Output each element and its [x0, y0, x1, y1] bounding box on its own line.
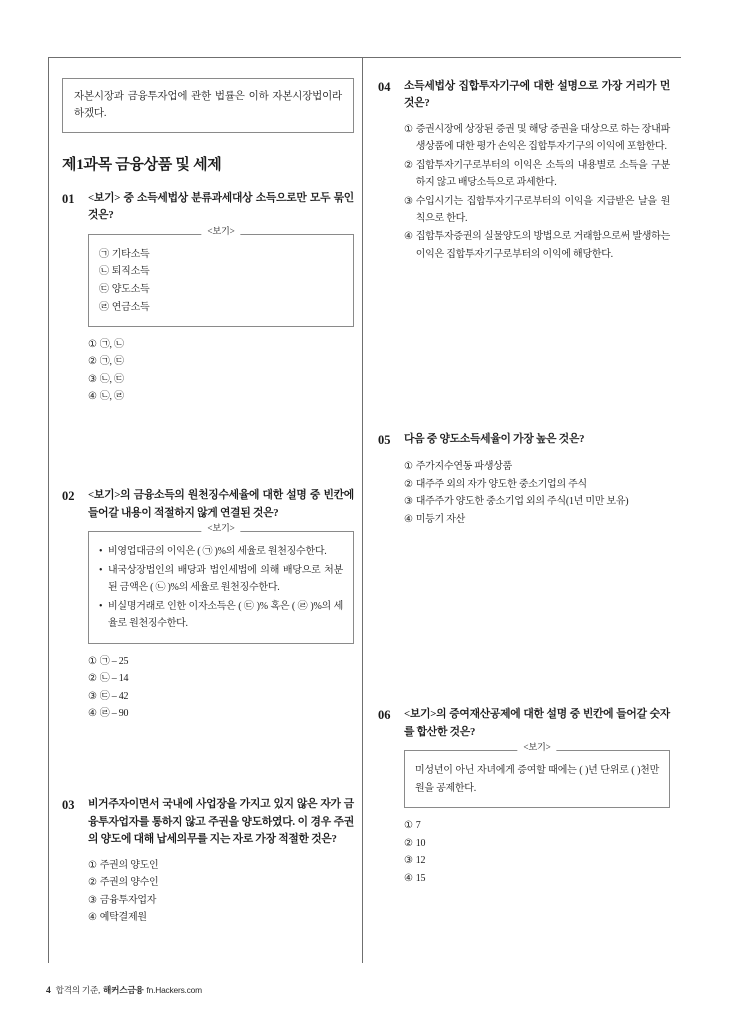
notice-box — [62, 78, 354, 133]
choice-option[interactable] — [404, 228, 670, 263]
choice-option[interactable] — [88, 670, 354, 687]
question-05-choices — [404, 458, 670, 528]
choice-option[interactable] — [88, 892, 354, 909]
question-05 — [378, 431, 670, 528]
choice-number: ① — [88, 655, 97, 667]
choice-text: ㉡, ㉢ — [99, 373, 124, 385]
choice-text: ㉠, ㉡ — [99, 338, 124, 350]
choice-text: 대주주가 양도한 중소기업 외의 주식(1년 미만 보유) — [415, 496, 629, 508]
question-01-choices — [88, 336, 354, 406]
question-03-choices — [88, 857, 354, 927]
bogi-bullet-text: 비영업대금의 이익은 ( ㉠ )%의 세율로 원천징수한다. — [108, 546, 327, 558]
choice-text: 주권의 양도인 — [99, 859, 159, 871]
choice-text: 수입시기는 집합투자기구로부터의 이익을 지급받은 날을 원칙으로 한다. — [415, 195, 670, 224]
choice-option[interactable] — [88, 353, 354, 370]
spacer — [378, 546, 670, 706]
question-06-head — [378, 706, 670, 741]
choice-option[interactable] — [404, 121, 670, 156]
question-06-bogi-box — [404, 750, 670, 808]
choice-number: ③ — [88, 690, 97, 702]
choice-text: 증권시장에 상장된 증권 및 해당 증권을 대상으로 하는 장내파생상품에 대한 평가 손익은 집합투자기구의 이익에 포함한다. — [415, 123, 670, 153]
bogi-label: <보기> — [201, 524, 240, 533]
choice-number: ② — [88, 877, 97, 889]
question-02 — [62, 487, 354, 722]
choice-number: ③ — [88, 373, 97, 385]
right-column — [378, 78, 670, 905]
page-top-rule — [48, 57, 681, 58]
footer-brand: 해커스금융 — [103, 985, 144, 995]
footer-site: fn.Hackers.com — [146, 985, 202, 995]
bogi-bullet — [99, 543, 343, 561]
question-03-stem: 비거주자이면서 국내에 사업장을 가지고 있지 않은 자가 금융투자업자를 통하지 않고 주권을 양도하였다. 이 경우 주권의 양도에 대해 납세의무를 지는 자로 가장 적절한 것은? — [88, 798, 354, 846]
question-06-bogi — [404, 742, 670, 808]
question-01 — [62, 190, 354, 406]
choice-option[interactable] — [404, 493, 670, 510]
choice-text: 집합투자증권의 실물양도의 방법으로 거래함으로써 발생하는 이익은 집합투자기구로부터의 이익에 해당한다. — [415, 231, 670, 260]
choice-number: ③ — [404, 195, 413, 207]
choice-number: ② — [404, 159, 413, 171]
choice-option[interactable] — [404, 852, 670, 869]
notice-text: 자본시장과 금융투자업에 관한 법률은 이하 자본시장법이라 하겠다. — [74, 91, 342, 120]
choice-option[interactable] — [88, 857, 354, 874]
question-02-bogi — [88, 523, 354, 644]
bogi-item-text: 기타소득 — [111, 248, 150, 260]
choice-text: 대주주 외의 자가 양도한 중소기업의 주식 — [415, 478, 587, 490]
choice-option[interactable] — [88, 371, 354, 388]
question-02-number: 02 — [62, 489, 75, 504]
choice-number: ③ — [88, 894, 97, 906]
subject-title: 제1과목 금융상품 및 세제 — [62, 156, 222, 173]
column-divider-rule — [362, 57, 363, 963]
choice-number: ② — [404, 837, 413, 849]
footer-slogan: 합격의 기준, — [55, 985, 101, 995]
choice-number: ④ — [404, 872, 413, 884]
question-02-bogi-box — [88, 531, 354, 644]
choice-text: 예탁결제원 — [99, 912, 147, 923]
question-01-number: 01 — [62, 191, 75, 206]
page-footer — [46, 984, 202, 996]
choice-option[interactable] — [88, 909, 354, 926]
bogi-bullet — [99, 562, 343, 597]
choice-option[interactable] — [404, 835, 670, 852]
question-03 — [62, 796, 354, 926]
question-01-stem: <보기> 중 소득세법상 분류과세대상 소득으로만 모두 묶인 것은? — [88, 191, 354, 222]
question-05-head — [378, 431, 670, 450]
question-02-head — [62, 487, 354, 522]
choice-option[interactable] — [404, 157, 670, 192]
question-01-bogi-box — [88, 234, 354, 327]
bogi-bullet — [99, 598, 343, 633]
choice-text: 금융투자업자 — [99, 894, 157, 906]
bogi-paragraph: 미성년이 아닌 자녀에게 증여할 때에는 ( )년 단위로 ( )천만원을 공제한다. — [415, 765, 659, 795]
choice-number: ④ — [404, 231, 413, 243]
question-04 — [378, 78, 670, 263]
bullet-dot-icon: • — [99, 564, 103, 576]
choice-number: ④ — [404, 513, 413, 525]
bogi-item-marker: ㉣ — [99, 301, 109, 313]
bogi-item — [99, 281, 343, 299]
choice-option[interactable] — [88, 874, 354, 891]
choice-number: ① — [88, 338, 97, 350]
choice-option[interactable] — [404, 458, 670, 475]
choice-option[interactable] — [88, 653, 354, 670]
choice-text: ㉠ – 25 — [99, 655, 129, 667]
question-02-stem: <보기>의 금융소득의 원천징수세율에 대한 설명 중 빈칸에 들어갈 내용이 적절하지 않게 연결된 것은? — [88, 489, 354, 519]
choice-text: ㉡, ㉣ — [99, 390, 124, 402]
choice-option[interactable] — [88, 388, 354, 405]
bogi-item-marker: ㉡ — [99, 266, 109, 278]
choice-text: 7 — [415, 820, 421, 832]
bogi-item-marker: ㉠ — [99, 248, 109, 260]
choice-option[interactable] — [404, 870, 670, 887]
page-left-rule — [48, 57, 49, 963]
spacer — [62, 423, 354, 487]
question-05-number: 05 — [378, 433, 391, 448]
choice-number: ④ — [88, 912, 97, 923]
bogi-bullet-text: 내국상장법인의 배당과 법인세법에 의해 배당으로 처분된 금액은 ( ㉡ )%의 세율로 원천징수한다. — [108, 564, 343, 594]
choice-text: 주가지수연동 파생상품 — [415, 461, 513, 473]
choice-text: ㉡ – 14 — [99, 673, 129, 685]
choice-number: ② — [88, 673, 97, 685]
choice-option[interactable] — [404, 511, 670, 528]
left-column — [62, 78, 354, 944]
question-03-head — [62, 796, 354, 848]
choice-text: 주권의 양수인 — [99, 877, 159, 889]
choice-number: ④ — [88, 707, 97, 719]
choice-number: ③ — [404, 855, 413, 867]
choice-text: ㉢ – 42 — [99, 690, 129, 702]
choice-option[interactable] — [404, 193, 670, 228]
choice-number: ② — [88, 356, 97, 368]
question-01-head — [62, 190, 354, 225]
question-04-choices — [404, 121, 670, 263]
bogi-label: <보기> — [517, 743, 556, 752]
choice-text: 15 — [415, 872, 426, 884]
question-01-bogi — [88, 225, 354, 327]
choice-text: ㉠, ㉢ — [99, 356, 124, 368]
choice-number: ③ — [404, 496, 413, 508]
spacer — [378, 281, 670, 431]
question-06-number: 06 — [378, 708, 391, 723]
choice-option[interactable] — [88, 336, 354, 353]
question-03-number: 03 — [62, 798, 75, 813]
footer-page-number: 4 — [46, 985, 51, 996]
bogi-item-marker: ㉢ — [99, 284, 109, 296]
bogi-item — [99, 246, 343, 264]
question-06-stem: <보기>의 증여재산공제에 대한 설명 중 빈칸에 들어갈 숫자를 합산한 것은? — [404, 708, 670, 738]
choice-text: 집합투자기구로부터의 이익은 소득의 내용별로 소득을 구분하지 않고 배당소득으로 과세한다. — [415, 159, 670, 189]
bullet-dot-icon: • — [99, 546, 103, 558]
choice-number: ① — [404, 461, 413, 473]
question-04-head — [378, 78, 670, 113]
bogi-item — [99, 263, 343, 281]
bogi-bullet-text: 비실명거래로 인한 이자소득은 ( ㉢ )% 혹은 ( ㉣ )%의 세율로 원천징수한다. — [108, 600, 343, 630]
bullet-dot-icon: • — [99, 600, 103, 612]
choice-text: ㉣ – 90 — [99, 707, 129, 719]
choice-number: ① — [404, 820, 413, 832]
question-05-stem: 다음 중 양도소득세율이 가장 높은 것은? — [404, 433, 585, 446]
choice-number: ② — [404, 478, 413, 490]
choice-number: ④ — [88, 390, 97, 402]
choice-option[interactable] — [88, 688, 354, 705]
choice-option[interactable] — [88, 705, 354, 722]
bogi-item-text: 연금소득 — [111, 301, 150, 313]
bogi-item-text: 퇴직소득 — [111, 266, 150, 278]
question-06-choices — [404, 817, 670, 887]
choice-number: ① — [404, 123, 413, 135]
choice-option[interactable] — [404, 476, 670, 493]
question-04-stem: 소득세법상 집합투자기구에 대한 설명으로 가장 거리가 먼 것은? — [404, 80, 670, 110]
question-06 — [378, 706, 670, 887]
choice-text: 12 — [415, 855, 426, 867]
bogi-label: <보기> — [201, 227, 240, 236]
bogi-item-text: 양도소득 — [111, 284, 150, 296]
choice-option[interactable] — [404, 817, 670, 834]
choice-text: 10 — [415, 837, 426, 849]
bogi-item — [99, 299, 343, 317]
choice-text: 미등기 자산 — [415, 513, 466, 525]
spacer — [62, 740, 354, 796]
question-04-number: 04 — [378, 80, 391, 94]
choice-number: ① — [88, 859, 97, 871]
question-02-choices — [88, 653, 354, 723]
